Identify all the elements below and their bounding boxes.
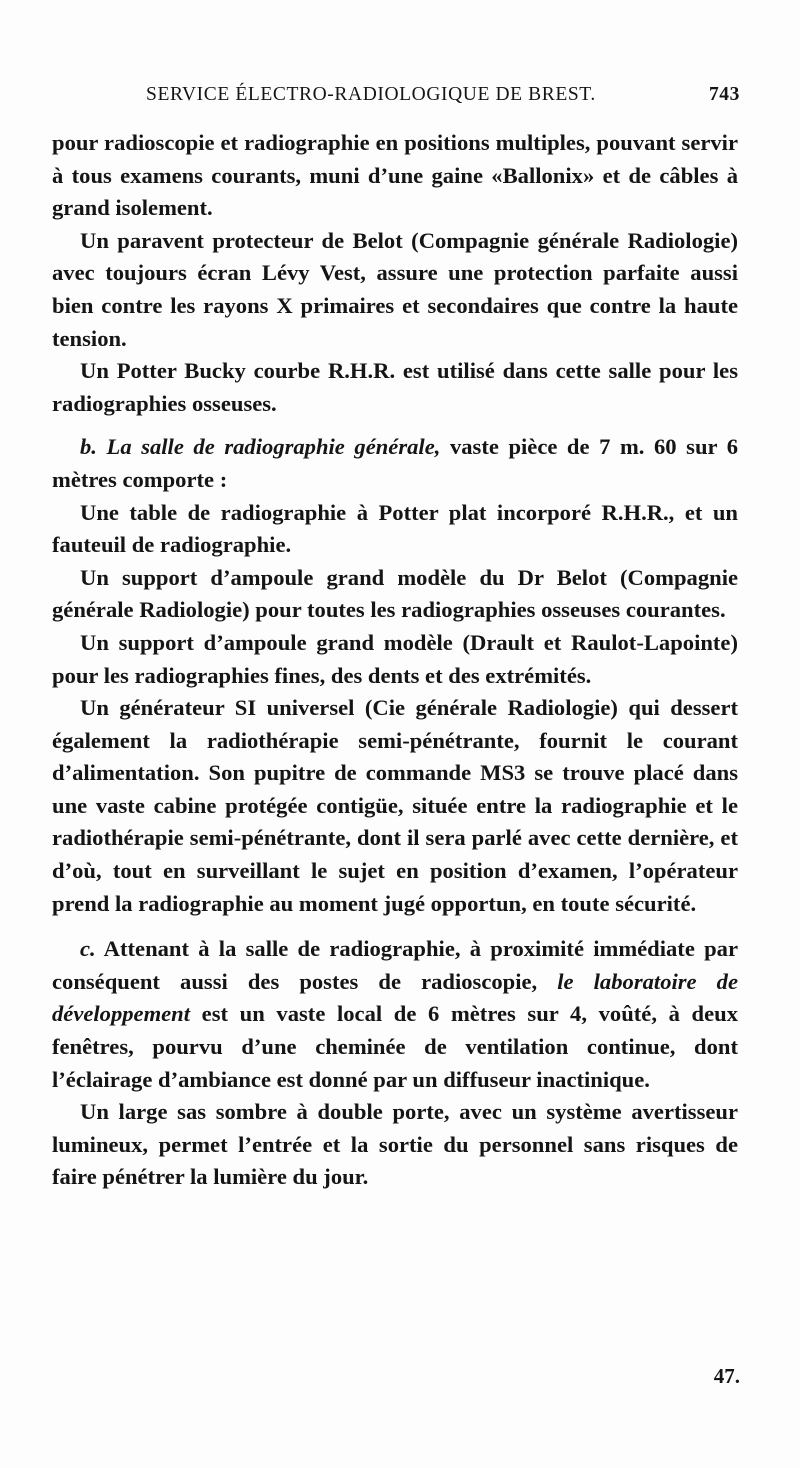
section-c-text-a: Attenant à la salle de radiographie, à proximité immédiate par conséquent aussi des postes de radioscopie, (52, 936, 738, 994)
section-b-lead: La salle de radiographie générale, (106, 434, 441, 460)
paragraph-potter-bucky: Un Potter Bucky courbe R.H.R. est utilisé dans cette salle pour les radiographies osseuses. (52, 358, 738, 416)
paragraph-generateur: Un générateur SI universel (Cie générale Radiologie) qui dessert également la radiothérapie semi-pénétrante, fournit le courant d’alimentation. Son pupitre de commande MS3 se trouve placé dans une vaste cabine protégée contigüe, située entre la radiographie et le radiothérapie semi-pénétrante, dont il sera parlé avec cette dernière, et d’où, tout en surveillant le sujet en position d’examen, l’opérateur prend la radiographie au moment jugé opportun, en toute sécurité. (52, 695, 738, 916)
section-c-text-b: est un vaste local de 6 mètres sur 4, voûté, à deux fenêtres, pourvu d’une cheminée de ventilation continue, dont l’éclairage d’ambiance est donné par un diffuseur inactinique. (52, 1001, 738, 1092)
paragraph-table: Une table de radiographie à Potter plat incorporé R.H.R., et un fauteuil de radiographie. (52, 499, 738, 558)
section-b-text: vaste pièce de 7 m. 60 sur 6 mètres comporte : (52, 434, 738, 492)
paragraph-paravent: Un paravent protecteur de Belot (Compagnie générale Radiologie) avec toujours écran Lévy Vest, assure une protection parfaite aussi bien contre les rayons X primaires et secondaires que contre la haute tension. (52, 227, 738, 351)
paragraph-section-c (52, 933, 738, 1096)
paragraph-continuation: pour radioscopie et radiographie en positions multiples, pouvant servir à tous examens courants, muni d’une gaine «Ballonix» et de câbles à grand isolement. (52, 130, 738, 221)
section-c-lead: le laboratoire de développement (52, 968, 738, 1027)
page-number: 743 (708, 84, 740, 105)
paragraph-support-drault: Un support d’ampoule grand modèle (Drault et Raulot-Lapointe) pour les radiographies fines, des dents et des extrémités. (52, 629, 738, 688)
section-letter-c: c. (80, 936, 96, 962)
section-letter-b: b. (80, 434, 97, 460)
paragraph-section-b (52, 431, 738, 496)
body-text (52, 127, 738, 1194)
running-title: SERVICE ÉLECTRO-RADIOLOGIQUE DE BREST. (146, 84, 596, 105)
paragraph-sas: Un large sas sombre à double porte, avec un système avertisseur lumineux, permet l’entrée et la sortie du personnel sans risques de faire pénétrer la lumière du jour. (52, 1099, 738, 1190)
running-header (52, 84, 742, 114)
signature-mark: 47. (713, 1364, 740, 1388)
paragraph-support-belot: Un support d’ampoule grand modèle du Dr Belot (Compagnie générale Radiologie) pour toutes les radiographies osseuses courantes. (52, 564, 738, 623)
